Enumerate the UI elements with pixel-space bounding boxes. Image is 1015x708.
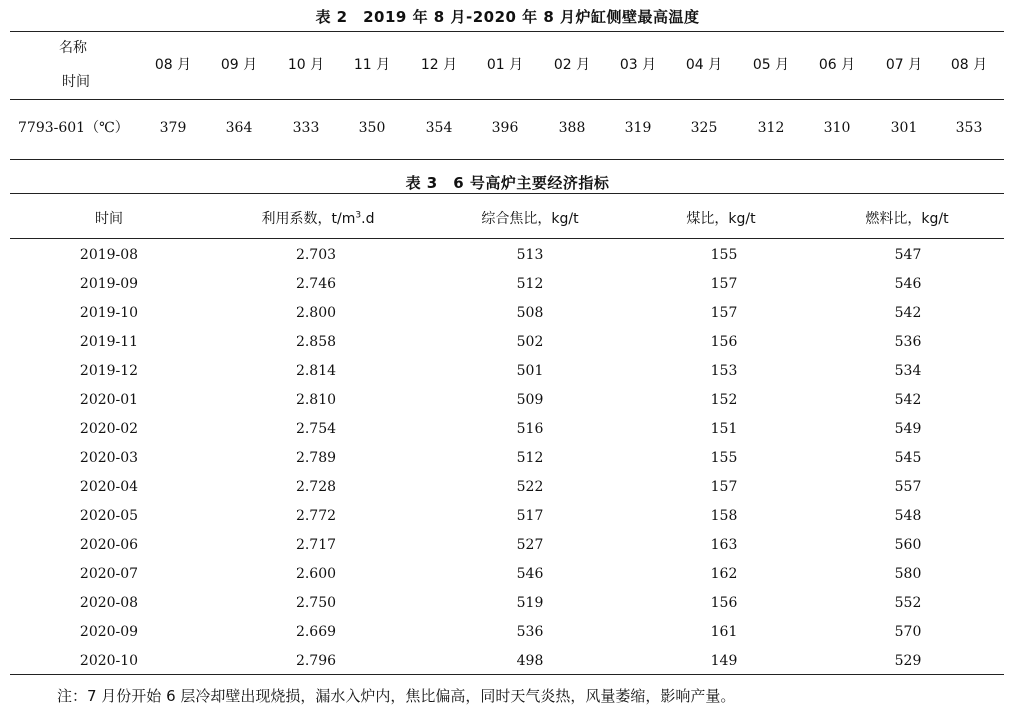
- table3-header-coal-ratio: 煤比，kg/t: [686, 211, 756, 227]
- table3-header-time: 时间: [95, 211, 123, 227]
- table2-mid-rule: [10, 99, 1004, 100]
- table3-cell: 2020-03: [79, 450, 139, 466]
- table3-cell: 534: [894, 363, 922, 379]
- table2-month-header: 09 月: [220, 57, 258, 73]
- table2-month-header: 06 月: [818, 57, 856, 73]
- table3-cell: 2.754: [295, 421, 337, 437]
- table3-cell: 546: [516, 566, 544, 582]
- table2-month-header: 04 月: [685, 57, 723, 73]
- table3-cell: 536: [894, 334, 922, 350]
- table3-cell: 157: [710, 479, 738, 495]
- table3-cell: 2020-06: [79, 537, 139, 553]
- table3-cell: 2020-07: [79, 566, 139, 582]
- table3-cell: 546: [894, 276, 922, 292]
- table3-cell: 157: [710, 276, 738, 292]
- table3-cell: 151: [710, 421, 738, 437]
- table3-cell: 157: [710, 305, 738, 321]
- table3-cell: 557: [894, 479, 922, 495]
- table2-value-cell: 312: [757, 120, 785, 136]
- table3-cell: 2.746: [295, 276, 337, 292]
- table2-month-header: 10 月: [287, 57, 325, 73]
- table3-top-rule: [10, 193, 1004, 194]
- table3-cell: 498: [516, 653, 544, 669]
- table3-cell: 548: [894, 508, 922, 524]
- table3-cell: 2019-10: [79, 305, 139, 321]
- table2-month-header: 02 月: [553, 57, 591, 73]
- table2-month-header: 08 月: [950, 57, 988, 73]
- table3-cell: 2019-09: [79, 276, 139, 292]
- table3-cell: 163: [710, 537, 738, 553]
- table3-cell: 155: [710, 450, 738, 466]
- table2-row-label: 7793-601（℃）: [18, 120, 129, 136]
- table2-value-cell: 333: [292, 120, 320, 136]
- table2-value-cell: 325: [690, 120, 718, 136]
- table3-cell: 527: [516, 537, 544, 553]
- table3-cell: 2.600: [295, 566, 337, 582]
- table3-cell: 2019-12: [79, 363, 139, 379]
- table3-cell: 570: [894, 624, 922, 640]
- table2-month-header: 07 月: [885, 57, 923, 73]
- table2-value-cell: 319: [624, 120, 652, 136]
- table2-header-label-top: 名称: [59, 40, 87, 56]
- table-note: 注：7 月份开始 6 层冷却壁出现烧损，漏水入炉内，焦比偏高，同时天气炎热，风量萎缩，影响产量。: [57, 687, 736, 705]
- table3-cell: 542: [894, 392, 922, 408]
- table3-title: 表 3 6 号高炉主要经济指标: [405, 174, 610, 192]
- table2-value-cell: 301: [890, 120, 918, 136]
- table3-header-coke-ratio: 综合焦比，kg/t: [481, 211, 579, 227]
- table3-cell: 549: [894, 421, 922, 437]
- table3-cell: 2.703: [295, 247, 337, 263]
- table3-cell: 2020-01: [79, 392, 139, 408]
- table3-cell: 580: [894, 566, 922, 582]
- table3-cell: 536: [516, 624, 544, 640]
- table3-cell: 2020-05: [79, 508, 139, 524]
- table3-header-fuel-ratio: 燃料比，kg/t: [865, 211, 949, 227]
- table2-header-label-bottom: 时间: [62, 74, 90, 90]
- table2-value-cell: 310: [823, 120, 851, 136]
- table2-title: 表 2 2019 年 8 月-2020 年 8 月炉缸侧壁最高温度: [315, 8, 700, 26]
- table2-month-header: 12 月: [420, 57, 458, 73]
- table3-cell: 512: [516, 276, 544, 292]
- table2-month-header: 01 月: [486, 57, 524, 73]
- table3-cell: 153: [710, 363, 738, 379]
- table3-cell: 2.772: [295, 508, 337, 524]
- table3-cell: 2.750: [295, 595, 337, 611]
- table3-cell: 2.669: [295, 624, 337, 640]
- table3-cell: 508: [516, 305, 544, 321]
- table3-cell: 2.810: [295, 392, 337, 408]
- table3-cell: 156: [710, 334, 738, 350]
- table3-cell: 2.789: [295, 450, 337, 466]
- table3-cell: 522: [516, 479, 544, 495]
- table3-cell: 501: [516, 363, 544, 379]
- table3-header-utilization: 利用系数，$t/m^3.d$: [261, 210, 375, 227]
- table3-cell: 513: [516, 247, 544, 263]
- table3-cell: 552: [894, 595, 922, 611]
- table2-top-rule: [10, 31, 1004, 32]
- table2-month-header: 08 月: [154, 57, 192, 73]
- table3-cell: 2.814: [295, 363, 337, 379]
- table3-cell: 519: [516, 595, 544, 611]
- table2-value-cell: 353: [955, 120, 983, 136]
- table3-cell: 517: [516, 508, 544, 524]
- table2-value-cell: 388: [558, 120, 586, 136]
- table2-value-cell: 364: [225, 120, 253, 136]
- table2-month-header: 05 月: [752, 57, 790, 73]
- table3-cell: 2019-08: [79, 247, 139, 263]
- table3-cell: 516: [516, 421, 544, 437]
- table3-cell: 162: [710, 566, 738, 582]
- table3-cell: 2.728: [295, 479, 337, 495]
- table3-cell: 2020-04: [79, 479, 139, 495]
- table3-cell: 547: [894, 247, 922, 263]
- table3-header-rule: [10, 238, 1004, 239]
- table3-cell: 509: [516, 392, 544, 408]
- table2-value-cell: 396: [491, 120, 519, 136]
- table3-cell: 152: [710, 392, 738, 408]
- table3-cell: 2.858: [295, 334, 337, 350]
- table2-value-cell: 379: [159, 120, 187, 136]
- table3-cell: 149: [710, 653, 738, 669]
- table3-cell: 529: [894, 653, 922, 669]
- table3-cell: 545: [894, 450, 922, 466]
- table3-cell: 2019-11: [79, 334, 139, 350]
- table3-cell: 2.796: [295, 653, 337, 669]
- table2-month-header: 11 月: [353, 57, 391, 73]
- table3-cell: 156: [710, 595, 738, 611]
- table3-cell: 2020-08: [79, 595, 139, 611]
- table3-cell: 158: [710, 508, 738, 524]
- table3-cell: 512: [516, 450, 544, 466]
- table3-cell: 161: [710, 624, 738, 640]
- table3-cell: 560: [894, 537, 922, 553]
- table3-cell: 2.800: [295, 305, 337, 321]
- table3-bottom-rule: [10, 674, 1004, 675]
- table3-cell: 155: [710, 247, 738, 263]
- table2-value-cell: 354: [425, 120, 453, 136]
- table3-cell: 2020-02: [79, 421, 139, 437]
- table2-bottom-rule: [10, 159, 1004, 160]
- table2-value-cell: 350: [358, 120, 386, 136]
- table3-cell: 502: [516, 334, 544, 350]
- table3-cell: 2020-10: [79, 653, 139, 669]
- table3-cell: 2.717: [295, 537, 337, 553]
- table3-cell: 542: [894, 305, 922, 321]
- table3-cell: 2020-09: [79, 624, 139, 640]
- table2-month-header: 03 月: [619, 57, 657, 73]
